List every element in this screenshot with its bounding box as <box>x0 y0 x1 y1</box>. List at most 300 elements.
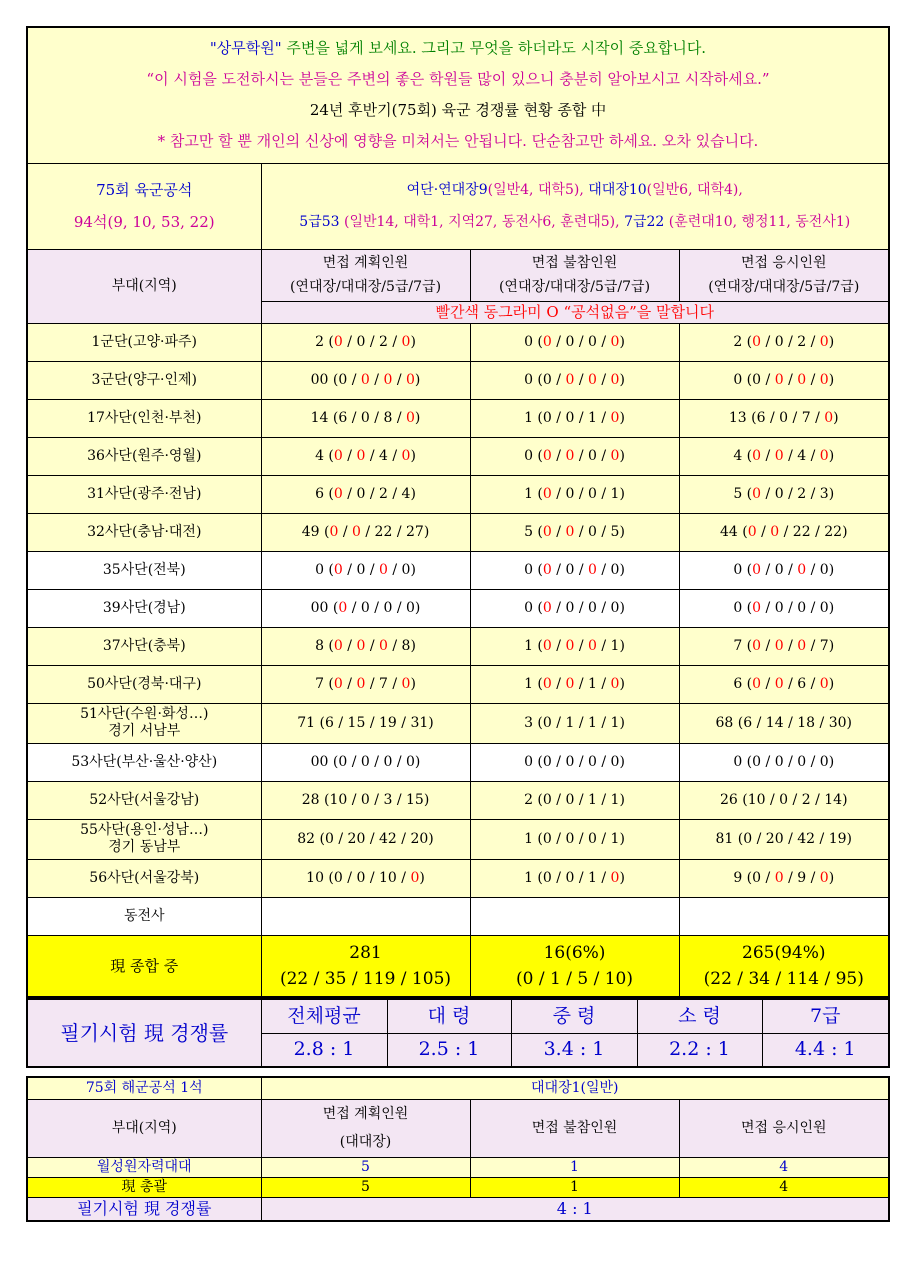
row-absent-sub: 0 <box>610 675 620 692</box>
pos-grade7-detail: (훈련대10, 행정11, 동전사1) <box>668 214 851 230</box>
row-attend-cell: 4 (0 / 0 / 4 / 0) <box>679 437 889 475</box>
row-attend-total: 0 <box>733 753 743 770</box>
row-attend-sub: 0 <box>819 753 829 770</box>
row-planned-total: 10 <box>306 869 324 886</box>
row-absent-cell: 1 (0 / 0 / 1 / 0) <box>470 399 679 437</box>
row-absent-cell: 0 (0 / 0 / 0 / 0) <box>470 743 679 781</box>
row-absent-sub: 0 <box>565 333 575 350</box>
army-seats: 94석(9, 10, 53, 22) <box>73 213 215 231</box>
row-planned-sub: 0 <box>401 675 411 692</box>
row-planned-sub: 20 <box>410 830 429 847</box>
row-absent-sub: 0 <box>588 447 597 464</box>
row-absent-total: 0 <box>524 371 533 388</box>
row-unit <box>27 437 261 475</box>
row-absent-sub: 0 <box>610 753 620 770</box>
compet-label-0: 전체평균 <box>261 999 387 1033</box>
row-attend-sub: 0 <box>752 637 762 654</box>
compet-value-4: 4.4 : 1 <box>762 1033 889 1067</box>
compet-label-2: 중 령 <box>511 999 637 1033</box>
row-absent-sub: 0 <box>610 599 620 616</box>
navy-col-absent: 면접 불참인원 <box>470 1099 679 1157</box>
row-planned-total: 14 <box>310 409 329 426</box>
navy-col-unit: 부대(지역) <box>27 1099 261 1157</box>
row-unit <box>27 781 261 819</box>
row-attend-sub: 9 <box>797 869 807 886</box>
row-attend-sub: 0 <box>819 371 829 388</box>
row-planned-cell: 4 (0 / 0 / 4 / 0) <box>261 437 470 475</box>
row-attend-sub: 2 <box>797 333 807 350</box>
row-attend-sub: 0 <box>752 371 762 388</box>
row-planned-total: 49 <box>301 523 320 540</box>
row-planned-sub: 0 <box>356 447 366 464</box>
row-unit <box>27 665 261 703</box>
navy-row-attend: 4 <box>679 1157 889 1177</box>
row-planned-total: 4 <box>315 447 324 464</box>
row-unit-region: 경기 서남부 <box>108 723 181 739</box>
row-absent-sub: 0 <box>542 830 552 847</box>
row-planned-sub: 0 <box>325 830 334 847</box>
row-planned-sub: 15 <box>347 714 366 731</box>
col-absent-label: 면접 불참인원 <box>531 255 618 271</box>
row-absent-sub: 1 <box>588 714 597 731</box>
row-unit-name: 동전사 <box>123 907 165 924</box>
army-positions-cell <box>261 163 889 249</box>
row-planned-sub: 0 <box>352 523 361 540</box>
col-attend-sub: (연대장/대대장/5급/7급) <box>708 279 860 295</box>
row-absent-sub: 0 <box>565 869 575 886</box>
row-planned-sub: 0 <box>338 599 348 616</box>
row-attend-sub: 0 <box>743 830 753 847</box>
row-attend-cell: 0 (0 / 0 / 0 / 0) <box>679 361 889 399</box>
row-attend-sub: 20 <box>765 830 784 847</box>
row-attend-total: 7 <box>733 637 743 654</box>
army-total-row <box>27 935 889 997</box>
row-attend-total: 5 <box>733 485 743 502</box>
row-planned-sub: 10 <box>329 791 348 808</box>
row-unit <box>27 323 261 361</box>
pos-brigade: 여단·연대장9 <box>406 182 488 198</box>
row-planned-sub: 8 <box>383 409 393 426</box>
row-unit-name: 53사단(부산·울산·양산) <box>71 753 218 770</box>
row-absent-sub: 0 <box>610 371 620 388</box>
row-absent-sub: 0 <box>565 447 575 464</box>
row-attend-cell: 68 (6 / 14 / 18 / 30) <box>679 703 889 743</box>
row-attend-sub: 0 <box>779 409 789 426</box>
row-absent-cell: 0 (0 / 0 / 0 / 0) <box>470 361 679 399</box>
navy-row-absent: 1 <box>470 1157 679 1177</box>
row-planned-sub: 0 <box>333 333 343 350</box>
row-planned-sub: 0 <box>383 371 393 388</box>
row-planned-sub: 27 <box>406 523 424 540</box>
row-absent-cell: 5 (0 / 0 / 0 / 5) <box>470 513 679 551</box>
row-planned-sub: 7 <box>379 675 388 692</box>
row-attend-sub: 22 <box>792 523 811 540</box>
row-absent-total: 1 <box>524 637 533 654</box>
row-planned-sub: 0 <box>356 637 366 654</box>
row-attend-sub: 0 <box>774 485 784 502</box>
row-attend-sub: 0 <box>797 637 807 654</box>
row-attend-cell: 0 (0 / 0 / 0 / 0) <box>679 551 889 589</box>
row-attend-sub: 19 <box>828 830 847 847</box>
row-attend-sub: 0 <box>774 447 784 464</box>
row-planned-cell: 2 (0 / 0 / 2 / 0) <box>261 323 470 361</box>
row-absent-sub: 0 <box>610 869 620 886</box>
row-absent-sub: 0 <box>542 869 552 886</box>
row-planned-total: 71 <box>297 714 316 731</box>
row-absent-sub: 0 <box>588 637 597 654</box>
row-attend-cell: 7 (0 / 0 / 0 / 7) <box>679 627 889 665</box>
row-absent-total: 3 <box>524 714 533 731</box>
row-absent-cell: 3 (0 / 1 / 1 / 1) <box>470 703 679 743</box>
table-row <box>27 589 889 627</box>
row-attend-sub: 6 <box>756 409 766 426</box>
compet-value-1: 2.5 : 1 <box>387 1033 511 1067</box>
table-row <box>27 361 889 399</box>
row-absent-sub: 0 <box>542 485 552 502</box>
row-absent-total: 5 <box>524 523 533 540</box>
row-absent-sub: 0 <box>565 675 575 692</box>
navy-total-attend: 4 <box>679 1177 889 1197</box>
row-absent-sub: 0 <box>610 561 620 578</box>
row-planned-sub: 0 <box>356 869 366 886</box>
row-attend-sub: 0 <box>797 753 807 770</box>
row-planned-sub: 0 <box>410 869 420 886</box>
row-attend-total: 4 <box>733 447 743 464</box>
row-absent-sub: 1 <box>565 714 575 731</box>
row-attend-sub: 0 <box>774 561 784 578</box>
row-attend-total: 13 <box>728 409 747 426</box>
row-absent-sub: 0 <box>565 523 575 540</box>
row-absent-sub: 0 <box>610 447 620 464</box>
notice-row <box>27 27 889 163</box>
row-planned-sub: 0 <box>401 333 411 350</box>
row-absent-sub: 0 <box>542 791 552 808</box>
row-planned-sub: 0 <box>360 371 370 388</box>
table-row <box>27 743 889 781</box>
row-absent-cell: 2 (0 / 0 / 1 / 1) <box>470 781 679 819</box>
navy-col-planned-label: 면접 계획인원 <box>322 1106 409 1122</box>
row-planned-sub: 0 <box>379 561 388 578</box>
row-absent-sub: 0 <box>588 830 597 847</box>
row-absent-sub: 0 <box>542 714 552 731</box>
row-attend-total: 0 <box>733 561 743 578</box>
row-planned-sub: 2 <box>379 333 388 350</box>
row-planned-sub: 0 <box>333 675 343 692</box>
table-row <box>27 665 889 703</box>
row-attend-sub: 0 <box>752 447 762 464</box>
row-planned-sub: 15 <box>406 791 424 808</box>
row-absent-cell: 0 (0 / 0 / 0 / 0) <box>470 589 679 627</box>
row-attend-total: 26 <box>719 791 738 808</box>
row-attend-sub: 0 <box>770 523 780 540</box>
navy-data-row <box>27 1157 889 1177</box>
col-absent-sub: (연대장/대대장/5급/7급) <box>498 279 651 295</box>
row-absent-sub: 0 <box>565 599 575 616</box>
row-attend-cell: 0 (0 / 0 / 0 / 0) <box>679 589 889 627</box>
row-attend-sub: 4 <box>797 447 807 464</box>
row-unit <box>27 743 261 781</box>
row-planned-sub: 0 <box>406 753 415 770</box>
table-row <box>27 627 889 665</box>
row-planned-cell: 14 (6 / 0 / 8 / 0) <box>261 399 470 437</box>
row-attend-sub: 7 <box>801 409 811 426</box>
row-planned-total: 2 <box>315 333 324 350</box>
compet-label-3: 소 령 <box>637 999 762 1033</box>
row-attend-sub: 0 <box>752 599 762 616</box>
row-absent-sub: 0 <box>565 485 575 502</box>
table-row <box>27 897 889 935</box>
row-unit <box>27 859 261 897</box>
army-title-cell <box>27 163 261 249</box>
row-unit-name: 31사단(광주·전남) <box>87 485 202 502</box>
compet-label-1: 대 령 <box>387 999 511 1033</box>
row-planned-sub: 31 <box>410 714 429 731</box>
navy-total-label: 現 총괄 <box>27 1177 261 1197</box>
row-absent-total: 0 <box>524 599 533 616</box>
row-absent-sub: 0 <box>565 791 575 808</box>
notice-line1: 주변을 넓게 보세요. 그리고 무엇을 하더라도 시작이 중요합니다. <box>281 39 707 58</box>
row-unit <box>27 819 261 859</box>
row-absent-sub: 0 <box>588 371 597 388</box>
row-attend-sub: 0 <box>779 791 789 808</box>
row-attend-cell: 2 (0 / 0 / 2 / 0) <box>679 323 889 361</box>
row-absent-sub: 0 <box>565 371 575 388</box>
row-absent-cell: 0 (0 / 0 / 0 / 0) <box>470 323 679 361</box>
row-attend-sub: 0 <box>819 447 829 464</box>
row-absent-sub: 0 <box>542 371 552 388</box>
row-attend-sub: 0 <box>774 675 784 692</box>
row-attend-sub: 30 <box>828 714 847 731</box>
row-planned-sub: 0 <box>401 447 411 464</box>
row-unit-name: 3군단(양구·인제) <box>91 371 197 388</box>
row-absent-sub: 0 <box>588 485 597 502</box>
table-row <box>27 703 889 743</box>
row-absent-total: 1 <box>524 830 533 847</box>
navy-compet-label: 필기시험 現 경쟁률 <box>27 1197 261 1221</box>
row-attend-sub: 0 <box>752 333 762 350</box>
row-planned-sub: 0 <box>338 371 348 388</box>
row-planned-cell: 10 (0 / 0 / 10 / 0) <box>261 859 470 897</box>
row-attend-sub: 0 <box>774 599 784 616</box>
row-unit-name: 56사단(서울강북) <box>89 869 200 886</box>
row-attend-total: 44 <box>719 523 738 540</box>
army-total-absent <box>470 935 679 997</box>
row-attend-sub: 2 <box>797 485 807 502</box>
row-attend-sub: 0 <box>819 561 829 578</box>
row-unit <box>27 627 261 665</box>
pos-battalion: 대대장10 <box>588 182 647 198</box>
row-attend-sub: 6 <box>743 714 753 731</box>
row-planned-cell: 0 (0 / 0 / 0 / 0) <box>261 551 470 589</box>
row-planned-cell: 28 (10 / 0 / 3 / 15) <box>261 781 470 819</box>
row-planned-sub: 2 <box>379 485 388 502</box>
row-absent-sub: 1 <box>610 830 620 847</box>
row-planned-sub: 20 <box>347 830 366 847</box>
row-planned-sub: 0 <box>383 753 393 770</box>
row-planned-sub: 42 <box>379 830 397 847</box>
table-row <box>27 513 889 551</box>
row-attend-cell: 0 (0 / 0 / 0 / 0) <box>679 743 889 781</box>
row-unit-name: 36사단(원주·영월) <box>87 447 202 464</box>
row-unit-name: 1군단(고양·파주) <box>91 333 197 350</box>
army-rows <box>27 323 889 935</box>
row-absent-sub: 1 <box>610 637 620 654</box>
academy-name: "상무학원" <box>209 39 282 58</box>
row-attend-sub: 0 <box>752 485 762 502</box>
row-planned-total: 82 <box>297 830 316 847</box>
row-unit <box>27 361 261 399</box>
row-absent-total: 0 <box>524 561 533 578</box>
row-attend-sub: 14 <box>765 714 784 731</box>
row-attend-sub: 0 <box>752 561 762 578</box>
table-row <box>27 819 889 859</box>
navy-row-planned: 5 <box>261 1157 470 1177</box>
row-planned-sub: 0 <box>333 869 343 886</box>
row-planned-sub: 0 <box>406 409 415 426</box>
navy-compet-row <box>27 1197 889 1221</box>
row-attend-sub: 42 <box>797 830 816 847</box>
row-planned-sub: 0 <box>333 485 343 502</box>
row-absent-total: 2 <box>524 791 533 808</box>
pos-grade5-detail: (일반14, 대학1, 지역27, 동전사6, 훈련대5), <box>343 214 625 230</box>
compet-label-row <box>27 999 889 1033</box>
army-table <box>26 26 890 998</box>
row-attend-cell: 5 (0 / 0 / 2 / 3) <box>679 475 889 513</box>
navy-row-unit: 월성원자력대대 <box>27 1157 261 1177</box>
row-unit-name: 17사단(인천·부천) <box>87 409 202 426</box>
row-attend-sub: 2 <box>801 791 811 808</box>
row-attend-cell: 26 (10 / 0 / 2 / 14) <box>679 781 889 819</box>
col-attend-header <box>679 249 889 301</box>
row-absent-sub: 1 <box>610 791 620 808</box>
navy-col-planned <box>261 1099 470 1157</box>
col-planned-label: 면접 계획인원 <box>322 255 409 271</box>
navy-total-absent: 1 <box>470 1177 679 1197</box>
row-attend-cell: 6 (0 / 0 / 6 / 0) <box>679 665 889 703</box>
row-planned-sub: 0 <box>360 753 370 770</box>
row-absent-sub: 1 <box>588 791 597 808</box>
col-planned-header <box>261 249 470 301</box>
row-absent-sub: 0 <box>588 599 597 616</box>
row-absent-sub: 0 <box>565 753 575 770</box>
row-planned-total: 00 <box>310 753 329 770</box>
notice-line2: “이 시험을 도전하시는 분들은 주변의 좋은 학원들 많이 있으니 충분히 알아보시고 시작하세요.” <box>146 70 770 89</box>
row-attend-sub: 0 <box>819 333 829 350</box>
row-attend-sub: 0 <box>797 371 807 388</box>
notice-line3: 24년 후반기(75회) 육군 경쟁률 현황 종합 中 <box>309 101 607 120</box>
row-planned-sub: 0 <box>401 561 411 578</box>
table-row <box>27 859 889 897</box>
row-attend-cell: 9 (0 / 0 / 9 / 0) <box>679 859 889 897</box>
col-attend-label: 면접 응시인원 <box>740 255 827 271</box>
army-total-attend-sub: (22 / 34 / 114 / 95) <box>703 968 864 989</box>
row-unit-name: 55사단(용인·성남…) <box>80 822 209 838</box>
row-planned-cell: 00 (0 / 0 / 0 / 0) <box>261 743 470 781</box>
row-attend-sub: 0 <box>774 333 784 350</box>
army-total-absent-sub: (0 / 1 / 5 / 10) <box>516 968 633 989</box>
row-planned-sub: 0 <box>406 371 415 388</box>
row-planned-sub: 0 <box>379 637 388 654</box>
row-planned-sub: 4 <box>401 485 411 502</box>
row-absent-sub: 0 <box>542 333 552 350</box>
navy-total-planned: 5 <box>261 1177 470 1197</box>
row-absent-sub: 0 <box>588 523 597 540</box>
row-planned-sub: 6 <box>338 409 348 426</box>
table-row <box>27 781 889 819</box>
navy-col-attend: 면접 응시인원 <box>679 1099 889 1157</box>
row-absent-sub: 0 <box>542 409 552 426</box>
row-planned-cell: 00 (0 / 0 / 0 / 0) <box>261 361 470 399</box>
navy-title-row <box>27 1077 889 1099</box>
row-attend-sub: 0 <box>747 523 757 540</box>
compet-value-0: 2.8 : 1 <box>261 1033 387 1067</box>
row-absent-total: 1 <box>524 675 533 692</box>
pos-grade5: 5급53 <box>299 214 344 230</box>
row-absent-sub: 0 <box>588 561 597 578</box>
row-unit-name: 39사단(경남) <box>102 599 186 616</box>
row-planned-sub: 0 <box>360 791 370 808</box>
row-planned-sub: 3 <box>383 791 393 808</box>
row-attend-sub: 0 <box>774 869 784 886</box>
navy-compet-value: 4 : 1 <box>261 1197 889 1221</box>
row-attend-cell: 81 (0 / 20 / 42 / 19) <box>679 819 889 859</box>
row-planned-sub: 0 <box>333 447 343 464</box>
col-planned-sub: (연대장/대대장/5급/7급) <box>289 279 442 295</box>
army-total-planned <box>261 935 470 997</box>
row-absent-cell: 1 (0 / 0 / 1 / 0) <box>470 859 679 897</box>
pos-grade7: 7급22 <box>624 214 669 230</box>
row-unit-name: 50사단(경북·대구) <box>87 675 202 692</box>
row-planned-sub: 0 <box>406 599 415 616</box>
row-absent-total: 0 <box>524 447 533 464</box>
row-absent-sub: 0 <box>565 409 575 426</box>
row-planned-sub: 0 <box>338 753 348 770</box>
row-absent-sub: 0 <box>565 830 575 847</box>
row-absent-total: 1 <box>524 869 533 886</box>
row-attend-total: 6 <box>733 675 743 692</box>
army-col-header-row <box>27 249 889 301</box>
table-row <box>27 323 889 361</box>
row-absent-sub: 0 <box>588 333 597 350</box>
row-planned-total: 0 <box>315 561 324 578</box>
row-planned-sub: 0 <box>356 485 366 502</box>
row-planned-sub: 8 <box>401 637 411 654</box>
table-row <box>27 437 889 475</box>
army-total-planned-value: 281 <box>349 942 382 963</box>
row-planned-sub: 4 <box>379 447 388 464</box>
row-absent-total: 0 <box>524 753 533 770</box>
row-attend-sub: 0 <box>824 409 834 426</box>
row-unit-name: 51사단(수원·화성…) <box>80 706 209 722</box>
row-absent-sub: 1 <box>588 409 597 426</box>
row-attend-sub: 0 <box>819 869 829 886</box>
row-attend-cell <box>679 897 889 935</box>
row-planned-sub: 22 <box>374 523 393 540</box>
row-unit <box>27 513 261 551</box>
row-attend-sub: 10 <box>747 791 766 808</box>
row-absent-cell: 0 (0 / 0 / 0 / 0) <box>470 437 679 475</box>
row-attend-sub: 22 <box>824 523 843 540</box>
row-planned-sub: 0 <box>356 333 366 350</box>
row-absent-sub: 0 <box>542 561 552 578</box>
row-attend-total: 0 <box>733 599 743 616</box>
row-absent-sub: 1 <box>610 485 620 502</box>
row-unit <box>27 703 261 743</box>
row-planned-sub: 0 <box>333 561 343 578</box>
row-unit-region: 경기 동남부 <box>108 839 181 855</box>
army-title: 75회 육군공석 <box>96 181 193 199</box>
row-attend-sub: 7 <box>819 637 829 654</box>
